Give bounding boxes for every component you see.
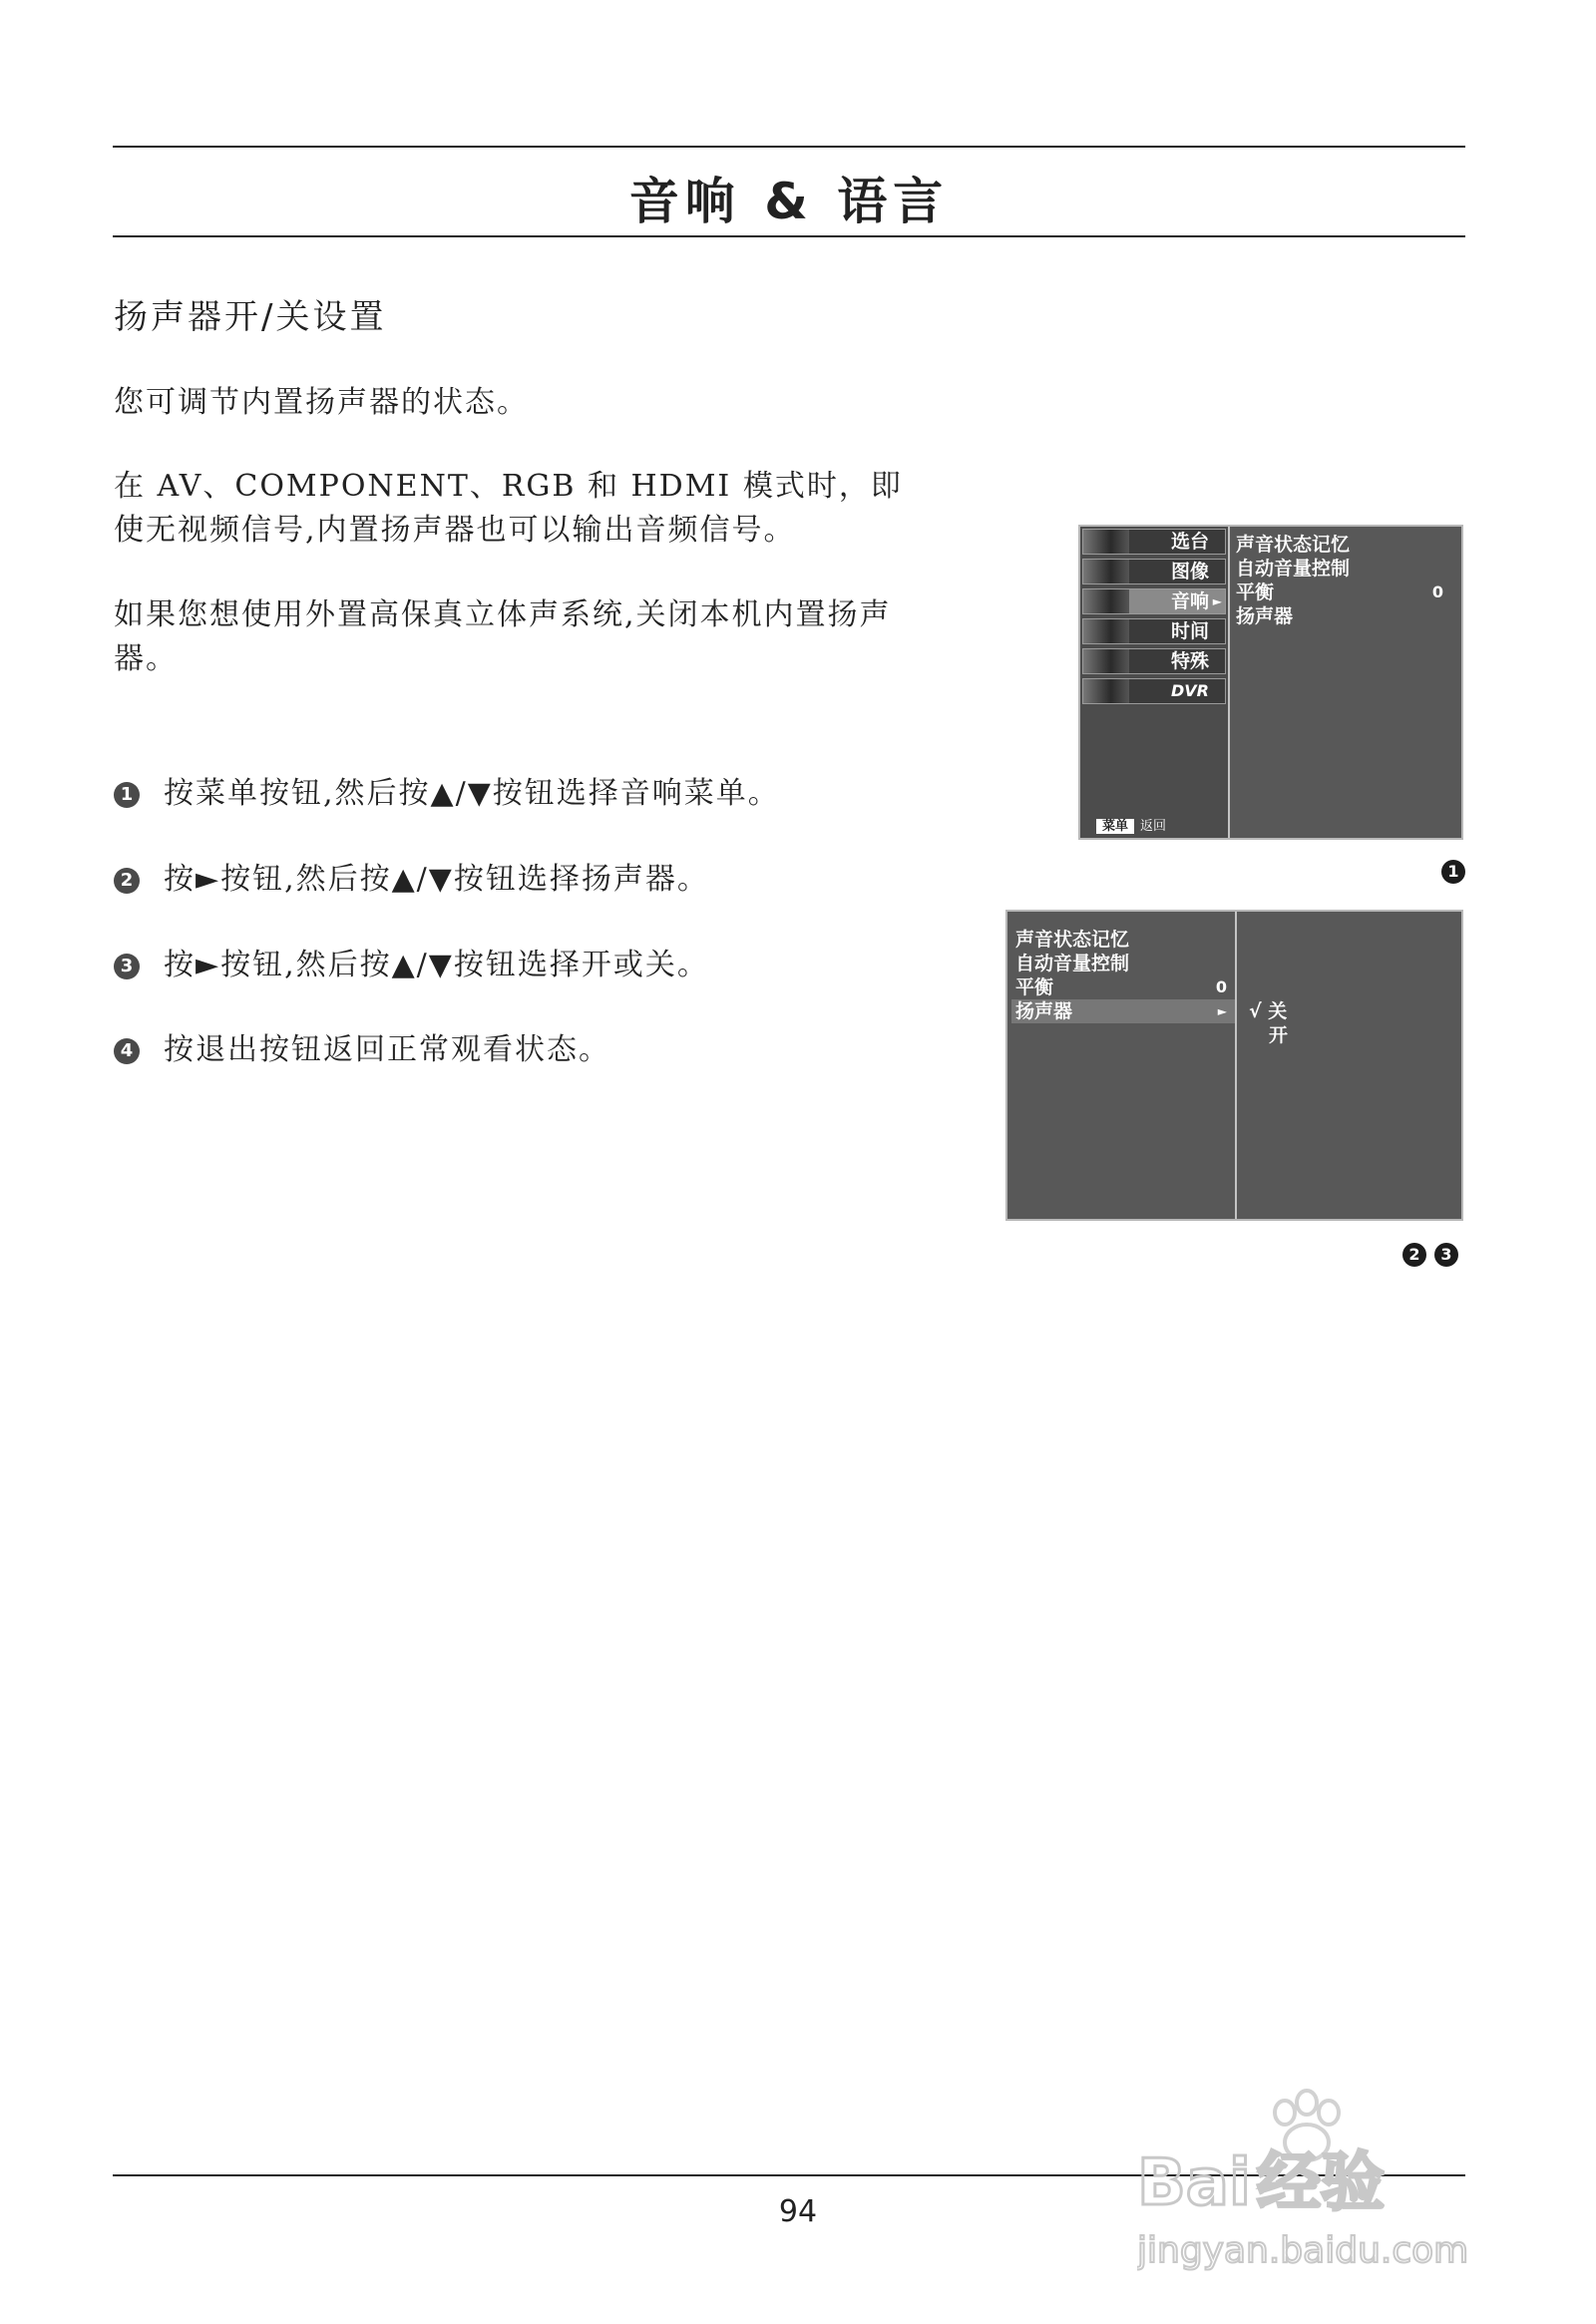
watermark-brand: Bai [1137,2146,1251,2220]
page-title: 音响 & 语言 [628,173,950,230]
paragraph-1: 您可调节内置扬声器的状态。 [114,385,529,420]
time-thumbnail-icon [1083,619,1129,643]
watermark-brand-suffix: 经验 [1257,2146,1385,2220]
special-thumbnail-icon [1083,649,1129,673]
picture-thumbnail-icon [1083,560,1129,583]
channel-thumbnail-icon [1083,530,1129,554]
osd-menu-item-channel[interactable]: 选台 [1082,529,1226,555]
step-text: 按►按钮,然后按▲/▼按钮选择开或关。 [164,948,709,982]
step-number: 1 [114,782,140,808]
step-text: 按菜单按钮,然后按▲/▼按钮选择音响菜单。 [164,776,780,811]
osd-main-menu [1078,525,1463,840]
osd-menu-item-dvr[interactable]: DVR [1082,678,1226,704]
figure-label-2: 2 [1402,1243,1426,1267]
figure-label-1: 1 [1441,860,1465,884]
osd-footer-hint: 菜单 返回 [1096,815,1166,834]
osd-speaker-menu [1005,910,1463,1221]
osd-item-balance[interactable]: 平衡 0 [1015,976,1227,998]
balance-value: 0 [1431,582,1443,601]
osd-item-speaker[interactable]: 扬声器 ► [1011,999,1235,1023]
step-text: 按退出按钮返回正常观看状态。 [164,1032,610,1067]
osd-item-speaker[interactable]: 扬声器 [1236,605,1294,627]
osd-menu-item-picture[interactable]: 图像 [1082,559,1226,584]
osd-item-balance[interactable]: 平衡 0 [1236,581,1443,603]
baidu-jingyan-watermark [1137,2085,1516,2284]
figure-label-3: 3 [1434,1243,1458,1267]
step-2 [114,854,709,898]
osd-audio-submenu-column [1007,912,1237,1219]
watermark-url: jingyan.baidu.com [1137,2230,1469,2271]
arrow-right-icon: ► [1217,1004,1227,1018]
menu-key: 菜单 [1096,819,1134,834]
speaker-option-on[interactable]: 开 [1269,1024,1289,1046]
osd-menu-column [1080,527,1230,838]
header-top-rule [113,146,1465,148]
paragraph-3: 如果您想使用外置高保真立体声系统,关闭本机内置扬声器。 [114,597,892,676]
paragraph-2: 在 AV、COMPONENT、RGB 和 HDMI 模式时，即使无视频信号,内置扬声器也可以输出音频信号。 [114,469,903,548]
balance-value: 0 [1215,977,1227,996]
audio-thumbnail-icon [1083,589,1129,613]
step-number: 2 [114,868,140,894]
osd-audio-submenu [1236,533,1457,628]
section-title: 扬声器开/关设置 [114,297,387,337]
step-1 [114,768,780,812]
step-text: 按►按钮,然后按▲/▼按钮选择扬声器。 [164,862,709,897]
step-4 [114,1024,610,1068]
page-number: 94 [778,2194,818,2229]
osd-menu-item-audio[interactable]: 音响 ► [1082,588,1226,614]
osd-menu-item-time[interactable]: 时间 [1082,618,1226,644]
arrow-right-icon: ► [1212,594,1222,608]
speaker-option-off[interactable]: √ 关 [1249,1000,1288,1022]
step-3 [114,940,709,983]
step-number: 4 [114,1038,140,1064]
osd-item-auto-volume[interactable]: 自动音量控制 [1015,953,1130,974]
osd-item-sound-memory[interactable]: 声音状态记忆 [1015,929,1130,951]
dvr-thumbnail-icon [1083,679,1129,703]
header-bottom-rule [113,235,1465,237]
osd-item-auto-volume[interactable]: 自动音量控制 [1236,558,1351,580]
osd-menu-item-special[interactable]: 特殊 [1082,648,1226,674]
osd-item-sound-memory[interactable]: 声音状态记忆 [1236,534,1351,556]
step-number: 3 [114,954,140,979]
